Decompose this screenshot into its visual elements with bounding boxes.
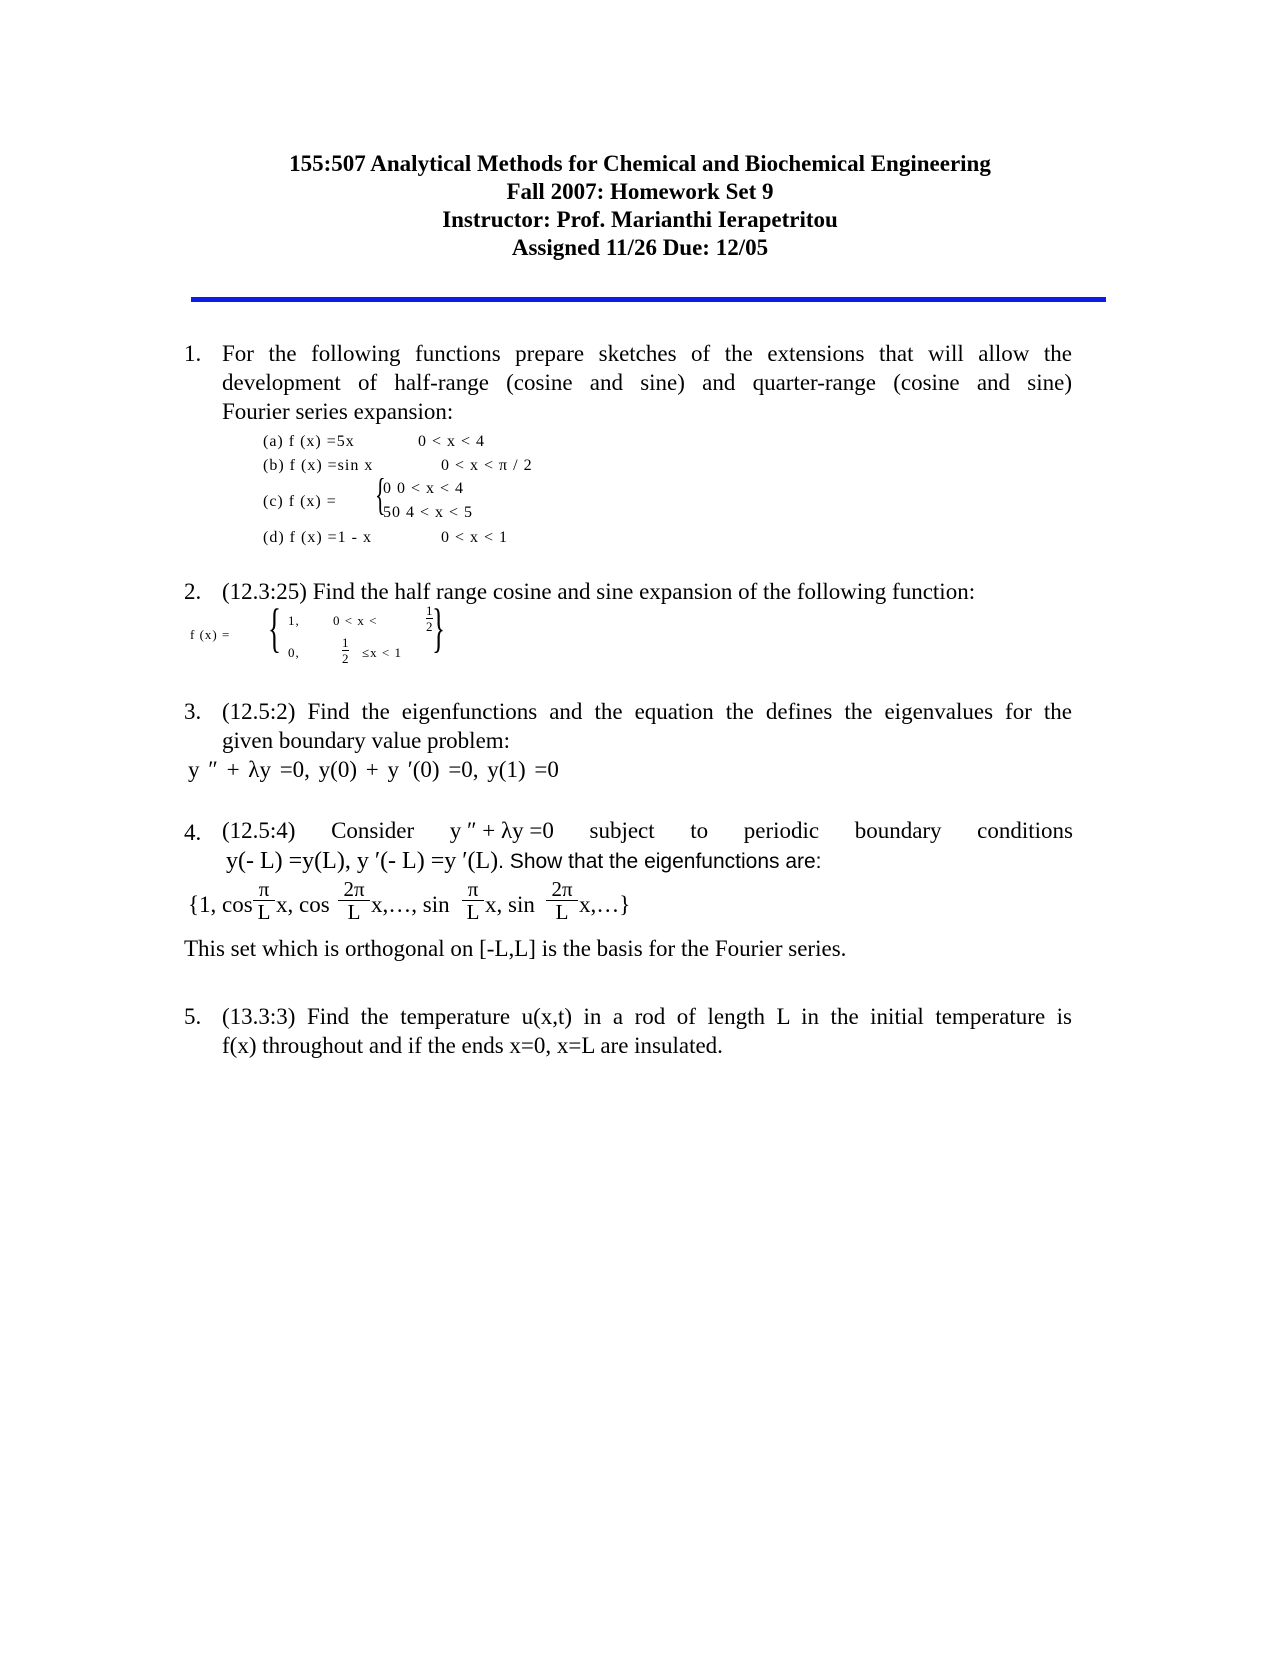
eq-d-label: (d) f (x) =1 - x	[263, 529, 372, 546]
header-divider	[191, 297, 1106, 302]
problem-2-case-1-condition: 0 < x <	[333, 613, 378, 628]
problem-3-line-2: given boundary value problem:	[222, 728, 511, 753]
problem-5-line-2: f(x) throughout and if the ends x=0, x=L are insulated.	[222, 1033, 723, 1058]
eq-c-case-2: 50 4 < x < 5	[383, 504, 474, 521]
document-header	[0, 150, 1280, 262]
set-close: x,…}	[579, 892, 631, 917]
problem-2-number: 2.	[184, 579, 202, 604]
bc-equations: y(- L) =y(L), y ′(- L) =y ′(L)	[226, 848, 499, 874]
problem-2-case-2-condition: ≤x < 1	[362, 645, 402, 660]
problem-2-left-brace-icon: {	[268, 598, 281, 658]
problem-4-word-consider: Consider	[331, 818, 415, 843]
frac-2pi-over-L-1	[338, 878, 370, 923]
problem-4-line-1	[222, 816, 1073, 845]
problem-5-number: 5.	[184, 1004, 202, 1029]
problem-1-number: 1.	[184, 341, 202, 366]
frac-pi-over-L-1	[253, 878, 275, 923]
problem-4-ref: (12.5:4)	[222, 818, 296, 843]
fraction-numerator: 1	[342, 635, 349, 650]
eq-c-brace-icon: {	[375, 470, 386, 519]
eq-c-label: (c) f (x) =	[263, 493, 337, 510]
problem-2-text: (12.3:25) Find the half range cosine and sine expansion of the following function:	[222, 579, 976, 604]
frac-numerator: π	[467, 877, 479, 901]
fraction-numerator: 1	[426, 603, 433, 618]
frac-numerator: 2π	[343, 877, 365, 901]
problem-4-ode: y ″ + λy =0	[449, 818, 554, 843]
frac-numerator: 2π	[551, 877, 573, 901]
eq-a-label: (a) f (x) =5x	[263, 433, 355, 450]
problem-4-closing: This set which is orthogonal on [-L,L] is the basis for the Fourier series.	[184, 936, 847, 961]
eq-a-range: 0 < x < 4	[418, 433, 486, 450]
problem-2-case-2-value: 0,	[288, 645, 300, 660]
instructor-line: Instructor: Prof. Marianthi Ierapetritou	[442, 207, 838, 232]
problem-1-line-3: Fourier series expansion:	[222, 399, 454, 424]
problem-5-line-1: (13.3:3) Find the temperature u(x,t) in a rod of length L in the initial temperature is	[222, 1004, 1072, 1029]
problem-3-equation: y ″ + λy =0, y(0) + y ′(0) =0, y(1) =0	[188, 757, 559, 782]
frac-denominator: L	[347, 900, 361, 924]
course-title: 155:507 Analytical Methods for Chemical and Biochemical Engineering	[289, 151, 991, 176]
eq-d-range: 0 < x < 1	[441, 529, 509, 546]
frac-denominator: L	[257, 900, 271, 924]
set-x-sin-mid: x,…, sin	[371, 892, 450, 917]
problem-1-line-1: For the following functions prepare sketches of the extensions that will allow the	[222, 341, 1072, 366]
frac-numerator: π	[258, 877, 270, 901]
eq-b-label: (b) f (x) =sin x	[263, 457, 374, 474]
frac-denominator: L	[466, 900, 480, 924]
problem-1-line-2: development of half-range (cosine and sine) and quarter-range (cosine and sine)	[222, 370, 1072, 395]
set-open: {1, cos	[188, 892, 253, 917]
eq-b-range: 0 < x < π / 2	[441, 457, 533, 474]
problem-2-half-fraction-2	[342, 636, 349, 665]
frac-2pi-over-L-2	[546, 878, 578, 923]
problem-4-word-periodic: periodic	[743, 818, 820, 843]
problem-4-word-boundary: boundary	[854, 818, 942, 843]
problem-4-word-subject: subject	[589, 818, 655, 843]
fraction-denominator: 2	[342, 651, 349, 666]
problem-2-fx: f (x) =	[190, 627, 231, 642]
bc-tail: . Show that the eigenfunctions are:	[498, 850, 822, 873]
frac-denominator: L	[555, 900, 569, 924]
problem-4-word-conditions: conditions	[977, 818, 1073, 843]
problem-2-case-1-value: 1,	[288, 613, 300, 628]
problem-3-number: 3.	[184, 699, 202, 724]
problem-4-boundary-conditions	[226, 847, 822, 876]
set-x-sin: x, sin	[485, 892, 535, 917]
dates-line: Assigned 11/26 Due: 12/05	[511, 235, 769, 260]
problem-4-word-to: to	[690, 818, 709, 843]
frac-pi-over-L-2	[462, 878, 484, 923]
problem-3-line-1: (12.5:2) Find the eigenfunctions and the equation the defines the eigenvalues for the	[222, 699, 1072, 724]
problem-4-number: 4.	[184, 820, 202, 845]
problem-2-right-brace-icon: {	[432, 598, 445, 658]
eq-c-case-1: 0 0 < x < 4	[383, 480, 465, 497]
fraction-denominator: 2	[426, 619, 433, 634]
set-x-cos: x, cos	[276, 892, 330, 917]
term-title: Fall 2007: Homework Set 9	[506, 179, 774, 204]
